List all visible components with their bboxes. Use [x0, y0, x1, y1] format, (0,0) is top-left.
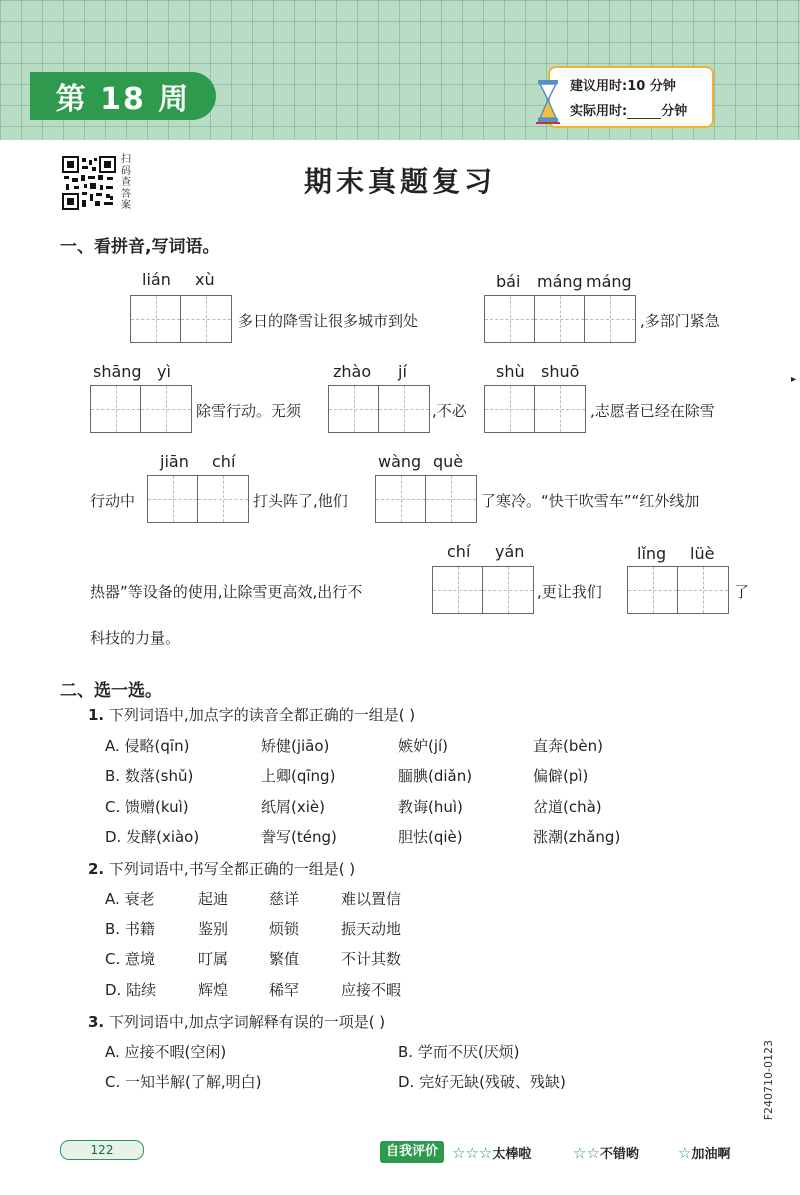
q2-b-3: 烦锁 [269, 920, 300, 938]
rating-good[interactable]: ☆☆不错哟 [573, 1144, 639, 1162]
text-t8: 了寒冷。“快干吹雪车”“红外线加 [481, 492, 700, 510]
q2-d-4: 应接不暇 [341, 981, 402, 999]
text-t4: ,不必 [432, 402, 467, 420]
text-t7: 打头阵了,他们 [253, 492, 348, 510]
q2-a-3: 慈详 [269, 890, 300, 908]
pinyin-ling: lǐng [637, 544, 667, 563]
text-t5: ,志愿者已经在除雪 [590, 402, 715, 420]
q1-a-4: 直奔(bèn) [533, 737, 603, 755]
text-t2: ,多部门紧急 [640, 312, 720, 330]
pinyin-yi: yì [157, 362, 171, 381]
q1-d-3: 胆怯(qiè) [398, 828, 463, 846]
q3-option-b[interactable]: B. 学而不厌(厌烦) [398, 1043, 520, 1061]
answer-grid-wangque[interactable] [375, 475, 477, 523]
q1-c-3: 教诲(huì) [398, 798, 463, 816]
pinyin-wang: wàng [378, 452, 422, 471]
q1-c-2: 纸屑(xiè) [261, 798, 325, 816]
pinyin-bai: bái [496, 272, 521, 291]
answer-grid-chiyan[interactable] [432, 566, 534, 614]
pinyin-chi2: chí [447, 542, 471, 561]
q2-b-1[interactable]: B. 书籍 [105, 920, 155, 938]
hourglass-icon [536, 80, 560, 124]
section1-heading: 一、看拼音,写词语。 [60, 237, 220, 257]
pinyin-yan: yán [495, 542, 525, 561]
q2-c-4: 不计其数 [341, 950, 402, 968]
q1-d-4: 涨潮(zhǎng) [533, 828, 621, 846]
q3-option-c[interactable]: C. 一知半解(了解,明白) [105, 1073, 262, 1091]
answer-grid-linglue[interactable] [627, 566, 729, 614]
q1-stem: 1. 下列词语中,加点字的读音全都正确的一组是( ) [88, 706, 416, 724]
q1-c-4: 岔道(chà) [533, 798, 602, 816]
pinyin-xu: xù [195, 270, 215, 289]
q2-stem: 2. 下列词语中,书写全都正确的一组是( ) [88, 860, 356, 878]
q2-a-2: 起迪 [198, 890, 229, 908]
qr-caption: 扫码查答案 [121, 154, 131, 211]
q2-c-1[interactable]: C. 意境 [105, 950, 156, 968]
q1-b-4: 偏僻(pì) [533, 767, 589, 785]
pinyin-shuo: shuō [541, 362, 580, 381]
pinyin-shu: shù [496, 362, 525, 381]
page-number: 122 [60, 1140, 144, 1160]
pinyin-shang: shāng [93, 362, 142, 381]
q2-a-4: 难以置信 [341, 890, 402, 908]
q1-a-2: 矫健(jiāo) [261, 737, 330, 755]
star-icon: ☆ [678, 1144, 692, 1162]
text-t10: ,更让我们 [537, 583, 602, 601]
q1-a-1[interactable]: A. 侵略(qīn) [105, 737, 190, 755]
print-code: F240710-0123 [762, 1040, 775, 1121]
answer-grid-lianxu[interactable] [130, 295, 232, 343]
q1-d-1[interactable]: D. 发酵(xiào) [105, 828, 200, 846]
pinyin-mang1: máng [537, 272, 583, 291]
q2-a-1[interactable]: A. 衰老 [105, 890, 155, 908]
q2-c-2: 叮属 [198, 950, 229, 968]
section2-heading: 二、选一选。 [60, 681, 162, 701]
text-t11: 了 [734, 583, 750, 601]
page-title: 期末真题复习 [303, 165, 496, 198]
answer-grid-zhaoji[interactable] [328, 385, 430, 433]
q3-option-a[interactable]: A. 应接不暇(空闲) [105, 1043, 227, 1061]
pinyin-que: què [433, 452, 464, 471]
q2-b-2: 鉴别 [198, 920, 229, 938]
edge-arrow-icon: ▸ [791, 374, 797, 385]
pinyin-zhao: zhào [333, 362, 372, 381]
answer-grid-shushuo[interactable] [484, 385, 586, 433]
actual-time-blank[interactable] [627, 106, 661, 119]
text-t12: 科技的力量。 [90, 629, 181, 647]
pinyin-ji: jí [398, 362, 407, 381]
text-t6: 行动中 [90, 492, 136, 510]
time-box [548, 66, 714, 128]
actual-time: 实际用时: 分钟 [570, 104, 688, 119]
answer-grid-jianchi[interactable] [147, 475, 249, 523]
suggested-time: 建议用时:10 分钟 [570, 79, 676, 94]
rating-great[interactable]: ☆☆☆太棒啦 [452, 1144, 532, 1162]
pinyin-chi: chí [212, 452, 236, 471]
rating-keep-trying[interactable]: ☆加油啊 [678, 1144, 731, 1162]
answer-grid-shangyi[interactable] [90, 385, 192, 433]
q3-option-d[interactable]: D. 完好无缺(残破、残缺) [398, 1073, 566, 1091]
text-t9: 热器”等设备的使用,让除雪更高效,出行不 [90, 583, 363, 601]
week-label: 第 18 周 [30, 72, 216, 120]
text-t3: 除雪行动。无须 [196, 402, 302, 420]
text-t1: 多日的降雪让很多城市到处 [238, 312, 419, 330]
pinyin-mang2: máng [586, 272, 632, 291]
star-icon: ☆☆ [573, 1144, 600, 1162]
q2-d-2: 辉煌 [198, 981, 229, 999]
q2-b-4: 振天动地 [341, 920, 402, 938]
q1-d-2: 誊写(téng) [261, 828, 337, 846]
pinyin-lian: lián [142, 270, 171, 289]
pinyin-jian: jiān [160, 452, 189, 471]
q1-b-3: 腼腆(diǎn) [398, 767, 473, 785]
q2-c-3: 繁值 [269, 950, 300, 968]
q1-a-3: 嫉妒(jí) [398, 737, 449, 755]
q2-d-3: 稀罕 [269, 981, 300, 999]
star-icon: ☆☆☆ [452, 1144, 493, 1162]
pinyin-lue: lüè [690, 544, 715, 563]
self-eval-label: 自我评价 [380, 1141, 444, 1163]
q1-c-1[interactable]: C. 馈赠(kuì) [105, 798, 189, 816]
q2-d-1[interactable]: D. 陆续 [105, 981, 157, 999]
q1-b-1[interactable]: B. 数落(shǔ) [105, 767, 194, 785]
answer-grid-baimangmang[interactable] [484, 295, 636, 343]
q3-stem: 3. 下列词语中,加点字词解释有误的一项是( ) [88, 1013, 386, 1031]
q1-b-2: 上卿(qīng) [261, 767, 336, 785]
